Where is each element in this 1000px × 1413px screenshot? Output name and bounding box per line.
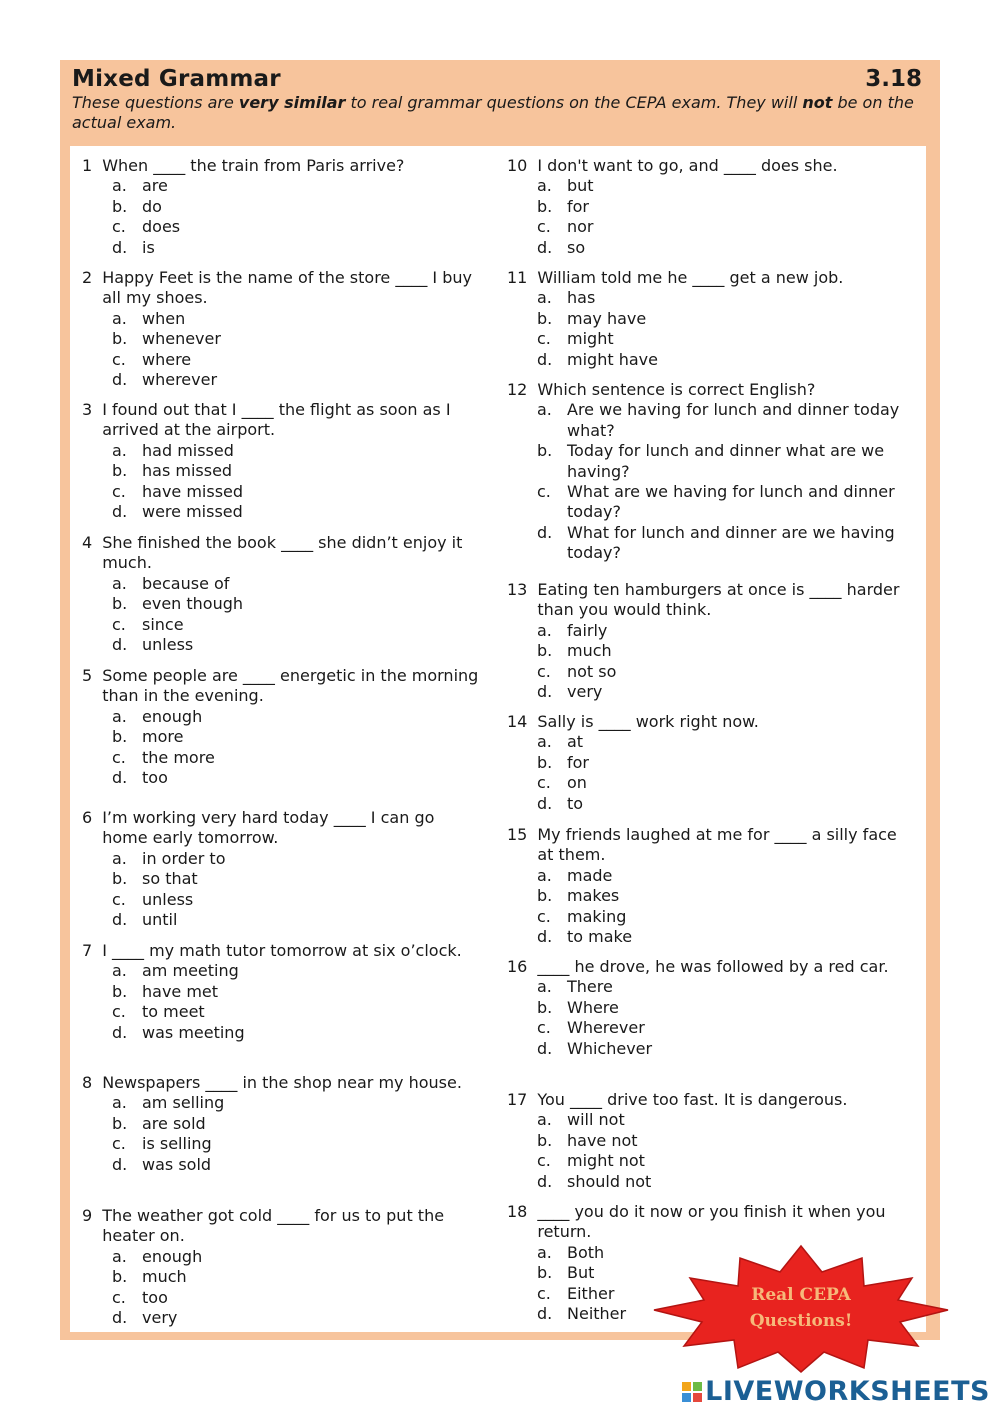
option-letter: b. <box>112 594 128 614</box>
starburst-shape <box>654 1246 948 1372</box>
option-letter: c. <box>112 1134 126 1154</box>
option-letter: c. <box>112 1002 126 1022</box>
option-letter: c. <box>537 661 551 681</box>
option-letter: d. <box>537 1038 553 1058</box>
worksheet-number: 3.18 <box>865 66 922 92</box>
question-number: 5 <box>82 666 93 685</box>
answer-option[interactable] <box>112 1155 482 1175</box>
option-text: Whichever <box>567 1038 653 1058</box>
option-letter: d. <box>112 370 128 390</box>
answer-option[interactable] <box>537 641 917 661</box>
answer-option[interactable] <box>112 869 482 889</box>
option-text: even though <box>142 594 244 614</box>
option-text: But <box>567 1263 595 1283</box>
answer-option[interactable] <box>112 635 482 655</box>
answer-option[interactable] <box>112 1023 482 1043</box>
option-letter: b. <box>112 1267 128 1287</box>
question-text: I found out that I ____ the flight as soon as I arrived at the airport. <box>102 400 451 440</box>
option-letter: b. <box>537 997 553 1017</box>
answer-option[interactable] <box>112 1267 482 1287</box>
answer-option[interactable] <box>537 350 917 370</box>
option-text: so that <box>142 869 198 889</box>
option-letter: a. <box>537 620 552 640</box>
option-text: might have <box>567 349 658 369</box>
answer-option[interactable] <box>537 621 917 641</box>
option-text: Both <box>567 1242 605 1262</box>
answer-option[interactable] <box>112 910 482 930</box>
option-text: may have <box>567 308 647 328</box>
question-prompt <box>82 533 482 574</box>
badge-line-2: Questions! <box>749 1311 853 1331</box>
question-text: She finished the book ____ she didn’t enjoy it much. <box>102 533 463 573</box>
option-letter: a. <box>537 176 552 196</box>
question-10 <box>507 156 917 258</box>
option-text: was meeting <box>142 1022 245 1042</box>
answer-option[interactable] <box>112 1247 482 1267</box>
question-16 <box>507 957 917 1059</box>
answer-option[interactable] <box>537 400 917 441</box>
question-text: ____ he drove, he was followed by a red car. <box>537 957 889 976</box>
question-prompt <box>507 1090 917 1110</box>
question-number: 4 <box>82 533 93 552</box>
option-letter: b. <box>112 329 128 349</box>
question-number: 13 <box>507 580 528 599</box>
option-letter: b. <box>537 308 553 328</box>
question-prompt <box>82 941 482 961</box>
option-letter: c. <box>112 349 126 369</box>
question-prompt <box>507 580 917 621</box>
question-prompt <box>82 268 482 309</box>
answer-option[interactable] <box>537 1151 917 1171</box>
question-number: 2 <box>82 268 93 287</box>
answer-option[interactable] <box>537 682 917 702</box>
option-text: for <box>567 196 589 216</box>
option-letter: a. <box>537 1110 552 1130</box>
option-text: wherever <box>142 370 218 390</box>
option-letter: c. <box>112 1287 126 1307</box>
question-text: Eating ten hamburgers at once is ____ harder than you would think. <box>537 580 900 620</box>
option-text: until <box>142 910 178 930</box>
question-number: 6 <box>82 808 93 827</box>
option-letter: a. <box>537 1242 552 1262</box>
option-text: enough <box>142 1246 203 1266</box>
option-text: have met <box>142 981 219 1001</box>
option-text: Are we having for lunch and dinner today what? <box>567 400 900 440</box>
answer-option[interactable] <box>537 886 917 906</box>
option-letter: c. <box>112 889 126 909</box>
answer-option[interactable] <box>537 998 917 1018</box>
question-number: 16 <box>507 957 528 976</box>
option-text: were missed <box>142 502 243 522</box>
option-text: made <box>567 865 613 885</box>
answer-option[interactable] <box>112 350 482 370</box>
answer-option[interactable] <box>537 288 917 308</box>
question-9 <box>82 1206 482 1328</box>
option-letter: c. <box>112 481 126 501</box>
option-letter: d. <box>112 635 128 655</box>
option-text: Today for lunch and dinner what are we having? <box>567 441 885 481</box>
question-text: Sally is ____ work right now. <box>537 712 759 731</box>
answer-option[interactable] <box>112 309 482 329</box>
question-15 <box>507 825 917 947</box>
option-letter: c. <box>112 217 126 237</box>
option-letter: b. <box>537 1130 553 1150</box>
option-letter: d. <box>537 237 553 257</box>
question-14 <box>507 712 917 814</box>
option-letter: b. <box>112 981 128 1001</box>
question-prompt <box>82 1073 482 1093</box>
question-number: 9 <box>82 1206 93 1225</box>
answer-option[interactable] <box>112 707 482 727</box>
answer-option[interactable] <box>537 309 917 329</box>
option-letter: a. <box>112 706 127 726</box>
option-text: am selling <box>142 1093 225 1113</box>
option-letter: c. <box>537 1018 551 1038</box>
answer-option[interactable] <box>112 329 482 349</box>
answer-option[interactable] <box>537 927 917 947</box>
option-letter: c. <box>112 614 126 634</box>
option-letter: a. <box>112 1093 127 1113</box>
question-3 <box>82 400 482 522</box>
answer-option[interactable] <box>537 866 917 886</box>
answer-option[interactable] <box>537 1018 917 1038</box>
option-text: do <box>142 196 162 216</box>
answer-option[interactable] <box>112 197 482 217</box>
question-prompt <box>507 268 917 288</box>
answer-option[interactable] <box>537 523 917 564</box>
option-letter: c. <box>537 329 551 349</box>
answer-option[interactable] <box>537 1110 917 1130</box>
question-5 <box>82 666 482 788</box>
option-text: since <box>142 614 184 634</box>
option-letter: a. <box>537 732 552 752</box>
question-8 <box>82 1073 482 1175</box>
option-text: making <box>567 906 627 926</box>
option-text: am meeting <box>142 961 239 981</box>
option-text: enough <box>142 706 203 726</box>
answer-option[interactable] <box>537 329 917 349</box>
option-text: unless <box>142 635 194 655</box>
questions-panel <box>70 146 926 1332</box>
question-text: William told me he ____ get a new job. <box>537 268 844 287</box>
option-letter: b. <box>112 461 128 481</box>
option-letter: b. <box>112 869 128 889</box>
option-letter: d. <box>537 682 553 702</box>
answer-option[interactable] <box>537 176 917 196</box>
answer-option[interactable] <box>537 773 917 793</box>
option-text: What for lunch and dinner are we having today? <box>567 522 895 563</box>
answer-option[interactable] <box>537 238 917 258</box>
footer-brand <box>681 1376 990 1407</box>
option-text: much <box>142 1267 187 1287</box>
option-text: has missed <box>142 461 233 481</box>
option-letter: d. <box>537 1171 553 1191</box>
option-letter: b. <box>537 1263 553 1283</box>
question-text: Happy Feet is the name of the store ____ I buy all my shoes. <box>102 268 472 308</box>
option-letter: c. <box>537 1151 551 1171</box>
option-letter: b. <box>537 886 553 906</box>
option-letter: d. <box>537 1304 553 1324</box>
option-text: has <box>567 288 596 308</box>
option-text: had missed <box>142 440 234 460</box>
answer-option[interactable] <box>112 441 482 461</box>
worksheet-frame <box>60 60 940 1340</box>
option-text: but <box>567 176 594 196</box>
answer-option[interactable] <box>537 732 917 752</box>
question-number: 7 <box>82 941 93 960</box>
option-text: too <box>142 768 168 788</box>
option-text: is selling <box>142 1134 212 1154</box>
answer-option[interactable] <box>112 849 482 869</box>
option-letter: b. <box>112 1113 128 1133</box>
option-text: are <box>142 176 168 196</box>
real-cepa-starburst-badge <box>650 1244 952 1374</box>
option-letter: d. <box>112 1022 128 1042</box>
question-12 <box>507 380 917 564</box>
question-number: 1 <box>82 156 93 175</box>
option-text: to make <box>567 927 633 947</box>
question-text: You ____ drive too fast. It is dangerous. <box>537 1090 848 1109</box>
option-letter: b. <box>537 196 553 216</box>
option-letter: b. <box>537 752 553 772</box>
question-text: The weather got cold ____ for us to put the heater on. <box>102 1206 445 1246</box>
option-text: at <box>567 732 584 752</box>
question-prompt <box>82 666 482 707</box>
liveworksheets-logo-icon <box>681 1381 703 1403</box>
answer-option[interactable] <box>112 1308 482 1328</box>
question-text: Which sentence is correct English? <box>537 380 816 399</box>
answer-option[interactable] <box>112 594 482 614</box>
question-number: 12 <box>507 380 528 399</box>
option-letter: d. <box>112 1308 128 1328</box>
question-prompt <box>507 380 917 400</box>
answer-option[interactable] <box>112 461 482 481</box>
option-text: too <box>142 1287 168 1307</box>
option-text: might not <box>567 1151 645 1171</box>
option-text: does <box>142 217 181 237</box>
answer-option[interactable] <box>537 441 917 482</box>
answer-option[interactable] <box>112 1002 482 1022</box>
option-letter: c. <box>112 747 126 767</box>
answer-option[interactable] <box>112 615 482 635</box>
answer-option[interactable] <box>112 217 482 237</box>
answer-option[interactable] <box>112 1288 482 1308</box>
answer-option[interactable] <box>537 197 917 217</box>
question-2 <box>82 268 482 390</box>
answer-option[interactable] <box>537 1131 917 1151</box>
answer-option[interactable] <box>112 482 482 502</box>
question-prompt <box>507 1202 917 1243</box>
option-letter: b. <box>537 641 553 661</box>
answer-option[interactable] <box>537 1172 917 1192</box>
option-text: have not <box>567 1130 638 1150</box>
option-letter: c. <box>537 217 551 237</box>
option-text: Where <box>567 997 619 1017</box>
answer-option[interactable] <box>537 482 917 523</box>
option-letter: c. <box>537 773 551 793</box>
answer-option[interactable] <box>537 662 917 682</box>
answer-option[interactable] <box>112 502 482 522</box>
answer-option[interactable] <box>112 1134 482 1154</box>
intro-text: These questions are very similar to real grammar questions on the CEPA exam. They will not be on the actual exam. <box>72 93 914 132</box>
page-title: Mixed Grammar <box>72 66 281 92</box>
question-text: Some people are ____ energetic in the morning than in the evening. <box>102 666 479 706</box>
question-text: I ____ my math tutor tomorrow at six o’clock. <box>102 941 462 960</box>
question-7 <box>82 941 482 1043</box>
question-prompt <box>82 1206 482 1247</box>
answer-option[interactable] <box>112 890 482 910</box>
question-number: 14 <box>507 712 528 731</box>
option-text: for <box>567 752 589 772</box>
option-text: where <box>142 349 192 369</box>
question-number: 10 <box>507 156 528 175</box>
option-text: on <box>567 773 587 793</box>
option-text: more <box>142 727 184 747</box>
option-letter: d. <box>112 237 128 257</box>
option-text: whenever <box>142 329 221 349</box>
question-prompt <box>507 156 917 176</box>
answer-option[interactable] <box>537 753 917 773</box>
option-letter: d. <box>537 927 553 947</box>
option-letter: b. <box>537 441 553 461</box>
answer-option[interactable] <box>537 907 917 927</box>
option-letter: d. <box>537 349 553 369</box>
question-number: 17 <box>507 1090 528 1109</box>
question-4 <box>82 533 482 655</box>
option-text: in order to <box>142 848 226 868</box>
answer-option[interactable] <box>112 1114 482 1134</box>
option-text: makes <box>567 886 620 906</box>
answer-option[interactable] <box>537 217 917 237</box>
question-text: I don't want to go, and ____ does she. <box>537 156 838 175</box>
question-prompt <box>507 712 917 732</box>
question-1 <box>82 156 482 258</box>
option-text: fairly <box>567 620 608 640</box>
option-letter: a. <box>537 977 552 997</box>
option-text: not so <box>567 661 617 681</box>
question-prompt <box>82 808 482 849</box>
worksheet-header <box>72 66 922 133</box>
answer-option[interactable] <box>112 238 482 258</box>
option-letter: c. <box>537 1283 551 1303</box>
option-text: should not <box>567 1171 652 1191</box>
badge-line-1: Real CEPA <box>751 1285 851 1305</box>
option-text: nor <box>567 217 594 237</box>
question-text: Newspapers ____ in the shop near my house. <box>102 1073 462 1092</box>
brand-name: LIVEWORKSHEETS <box>705 1376 990 1407</box>
answer-option[interactable] <box>112 176 482 196</box>
option-text: have missed <box>142 481 244 501</box>
option-text: very <box>567 682 603 702</box>
option-text: Neither <box>567 1304 627 1324</box>
answer-option[interactable] <box>112 1093 482 1113</box>
option-letter: a. <box>537 288 552 308</box>
answer-option[interactable] <box>112 370 482 390</box>
question-6 <box>82 808 482 930</box>
question-text: My friends laughed at me for ____ a silly face at them. <box>537 825 897 865</box>
question-number: 8 <box>82 1073 93 1092</box>
answer-option[interactable] <box>537 1039 917 1059</box>
option-text: Wherever <box>567 1018 645 1038</box>
option-letter: a. <box>537 400 552 420</box>
option-text: because of <box>142 573 230 593</box>
question-prompt <box>82 400 482 441</box>
option-text: when <box>142 308 186 328</box>
option-letter: d. <box>112 910 128 930</box>
question-13 <box>507 580 917 702</box>
answer-option[interactable] <box>537 794 917 814</box>
question-text: ____ you do it now or you finish it when you return. <box>537 1202 886 1242</box>
answer-option[interactable] <box>112 748 482 768</box>
option-text: are sold <box>142 1113 206 1133</box>
question-number: 3 <box>82 400 93 419</box>
option-text: was sold <box>142 1154 212 1174</box>
option-letter: d. <box>537 522 553 542</box>
option-letter: a. <box>112 440 127 460</box>
answer-option[interactable] <box>112 961 482 981</box>
question-prompt <box>507 957 917 977</box>
option-text: What are we having for lunch and dinner today? <box>567 482 895 522</box>
option-text: very <box>142 1308 178 1328</box>
option-letter: d. <box>112 768 128 788</box>
answer-option[interactable] <box>112 768 482 788</box>
answer-option[interactable] <box>112 574 482 594</box>
option-text: will not <box>567 1110 625 1130</box>
option-letter: c. <box>537 906 551 926</box>
option-text: is <box>142 237 155 257</box>
option-letter: a. <box>112 308 127 328</box>
option-letter: d. <box>112 502 128 522</box>
option-text: so <box>567 237 586 257</box>
question-text: I’m working very hard today ____ I can go home early tomorrow. <box>102 808 435 848</box>
question-prompt <box>507 825 917 866</box>
answer-option[interactable] <box>112 982 482 1002</box>
option-letter: a. <box>112 176 127 196</box>
option-letter: d. <box>537 793 553 813</box>
option-letter: a. <box>112 1246 127 1266</box>
option-letter: a. <box>112 961 127 981</box>
option-text: might <box>567 329 614 349</box>
option-text: to meet <box>142 1002 205 1022</box>
option-text: unless <box>142 889 194 909</box>
question-text: When ____ the train from Paris arrive? <box>102 156 405 175</box>
option-letter: b. <box>112 727 128 747</box>
option-letter: a. <box>112 573 127 593</box>
question-number: 18 <box>507 1202 528 1221</box>
question-17 <box>507 1090 917 1192</box>
option-text: much <box>567 641 612 661</box>
answer-option[interactable] <box>537 977 917 997</box>
option-letter: a. <box>112 848 127 868</box>
option-letter: d. <box>112 1154 128 1174</box>
question-prompt <box>82 156 482 176</box>
option-text: There <box>567 977 613 997</box>
option-letter: b. <box>112 196 128 216</box>
question-number: 11 <box>507 268 528 287</box>
answer-option[interactable] <box>112 727 482 747</box>
question-number: 15 <box>507 825 528 844</box>
option-text: the more <box>142 747 215 767</box>
option-text: to <box>567 793 584 813</box>
question-11 <box>507 268 917 370</box>
option-text: Either <box>567 1283 615 1303</box>
option-letter: c. <box>537 482 551 502</box>
option-letter: a. <box>537 865 552 885</box>
